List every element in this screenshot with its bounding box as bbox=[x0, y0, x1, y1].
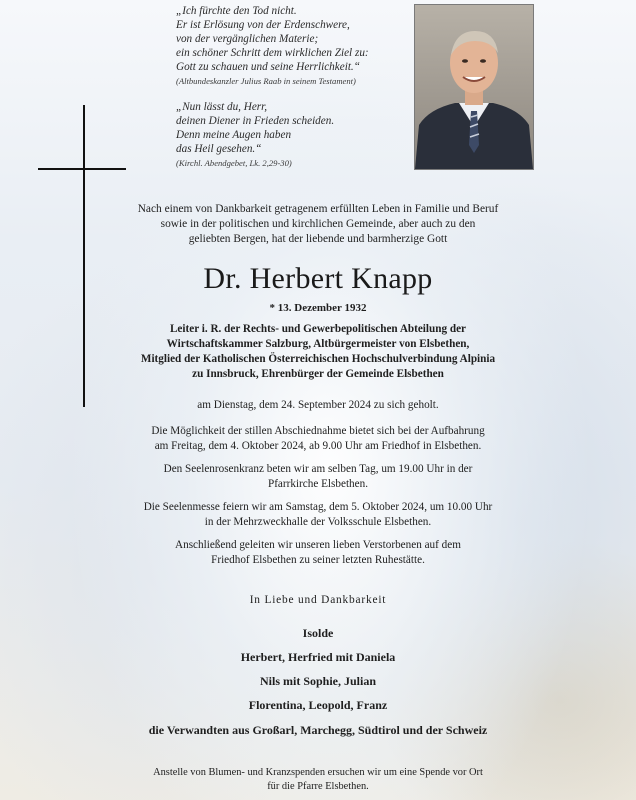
mourner-line: die Verwandten aus Großarl, Marchegg, Südtirol und der Schweiz bbox=[148, 723, 488, 737]
paragraph-line: Die Möglichkeit der stillen Abschiednahme bietet sich bei der Aufbahrung bbox=[151, 425, 485, 437]
title-line: Mitglied der Katholischen Österreichischen Hochschulverbindung Alpinia bbox=[140, 353, 496, 365]
cross-horizontal-bar bbox=[38, 168, 126, 170]
intro-line: sowie in der politischen und kirchlichen Gemeinde, aber auch zu den bbox=[160, 218, 476, 230]
quote-line: von der vergänglichen Materie; bbox=[176, 33, 319, 45]
quote-line: Denn meine Augen haben bbox=[176, 129, 292, 141]
paragraph-line: Pfarrkirche Elsbethen. bbox=[267, 478, 369, 490]
paragraph-line: Friedhof Elsbethen zu seiner letzten Ruhestätte. bbox=[211, 554, 425, 566]
portrait-illustration bbox=[415, 5, 533, 169]
mourner-line: Nils mit Sophie, Julian bbox=[259, 674, 377, 688]
quote-line: deinen Diener in Frieden scheiden. bbox=[176, 115, 335, 127]
title-line: zu Innsbruck, Ehrenbürger der Gemeinde Elsbethen bbox=[192, 368, 444, 380]
quote-source: (Kirchl. Abendgebet, Lk. 2,29-30) bbox=[176, 158, 292, 168]
quote-line: Er ist Erlösung von der Erdenschwere, bbox=[176, 19, 350, 31]
burial-paragraph bbox=[0, 538, 636, 568]
birth-date: * 13. Dezember 1932 bbox=[269, 302, 367, 314]
quote-line: das Heil gesehen.“ bbox=[176, 143, 262, 155]
paragraph-line: am Freitag, dem 4. Oktober 2024, ab 9.00 Uhr am Friedhof in Elsbethen. bbox=[154, 440, 482, 452]
quote-raab bbox=[176, 4, 369, 88]
portrait-photo bbox=[414, 4, 534, 170]
paragraph-line: Die Seelenmesse feiern wir am Samstag, dem 5. Oktober 2024, um 10.00 Uhr bbox=[143, 501, 493, 513]
donation-note bbox=[0, 766, 636, 794]
paragraph-line: Anschließend geleiten wir unseren lieben Verstorbenen auf dem bbox=[175, 539, 461, 551]
closing-phrase: In Liebe und Dankbarkeit bbox=[249, 594, 387, 606]
paragraph-line: in der Mehrzweckhalle der Volksschule Elsbethen. bbox=[204, 516, 432, 528]
intro-line: geliebten Bergen, hat der liebende und barmherzige Gott bbox=[188, 233, 448, 245]
paragraph-line: Den Seelenrosenkranz beten wir am selben Tag, um 19.00 Uhr in der bbox=[163, 463, 473, 475]
viewing-paragraph bbox=[0, 424, 636, 454]
quote-line: Gott zu schauen und seine Herrlichkeit.“ bbox=[176, 61, 360, 73]
rosary-paragraph bbox=[0, 462, 636, 492]
intro-text bbox=[0, 202, 636, 247]
footer-line: Anstelle von Blumen- und Kranzspenden ersuchen wir um eine Spende vor Ort bbox=[153, 767, 483, 778]
mourner-line: Florentina, Leopold, Franz bbox=[248, 698, 388, 712]
mourner-line: Herbert, Herfried mit Daniela bbox=[240, 650, 396, 664]
quote-lukas bbox=[176, 100, 334, 170]
quote-line: „Ich fürchte den Tod nicht. bbox=[176, 5, 297, 17]
death-date: am Dienstag, dem 24. September 2024 zu sich geholt. bbox=[197, 399, 439, 411]
quote-source: (Altbundeskanzler Julius Raab in seinem Testament) bbox=[176, 76, 356, 86]
titles-block bbox=[0, 322, 636, 382]
footer-line: für die Pfarre Elsbethen. bbox=[267, 781, 369, 792]
quote-line: ein schöner Schritt dem wirklichen Ziel zu: bbox=[176, 47, 369, 59]
title-line: Leiter i. R. der Rechts- und Gewerbepolitischen Abteilung der bbox=[169, 323, 467, 335]
mass-paragraph bbox=[0, 500, 636, 530]
intro-line: Nach einem von Dankbarkeit getragenem erfüllten Leben in Familie und Beruf bbox=[137, 203, 499, 215]
quote-line: „Nun lässt du, Herr, bbox=[176, 101, 268, 113]
mourner-line: Isolde bbox=[302, 626, 334, 640]
title-line: Wirtschaftskammer Salzburg, Altbürgermeister von Elsbethen, bbox=[166, 338, 470, 350]
deceased-name: Dr. Herbert Knapp bbox=[203, 262, 433, 295]
